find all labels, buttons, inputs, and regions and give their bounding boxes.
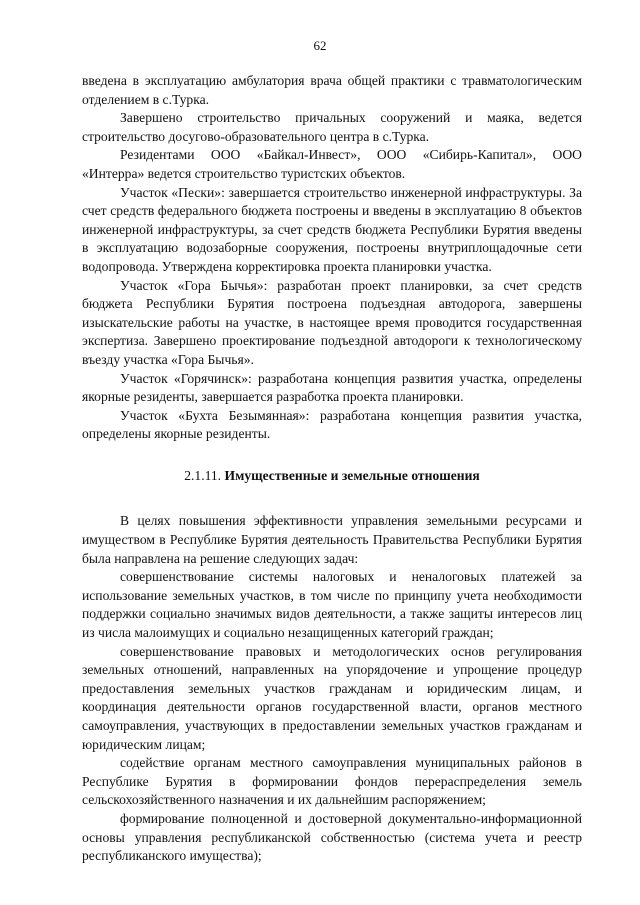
list-item: содействие органам местного самоуправления муниципальных районов в Республике Бурятия в формировании фондов перераспределения земель сельскохозяйственного назначения и их дальнейшим распоряжением; (82, 755, 582, 808)
section-title: Имущественные и земельные отношения (224, 467, 480, 483)
page-number: 62 (313, 38, 327, 53)
list-item: совершенствование правовых и методологических основ регулирования земельных отношений, направленных на упорядочение и упрощение процедур предоставления земельных участков гражданам и юридическим лицам, и координация деятельности органов государственной власти, органов местного самоуправления, участвующих в предоставлении земельных участков гражданам и юридическим лицам; (82, 643, 582, 752)
paragraph: Участок «Пески»: завершается строительство инженерной инфраструктуры. За счет средств федерального бюджета построены и введены в эксплуатацию 8 объектов инженерной инфраструктуры, за счет средств бюджета Республики Бурятия введены в эксплуатацию водозаборные сооружения, построены внутриплощадочные сети водопровода. Утверждена корректировка проекта планировки участка. (82, 184, 582, 274)
paragraph: Завершено строительство причальных сооружений и маяка, ведется строительство досугово-образовательного центра в с.Турка. (82, 110, 582, 144)
paragraph: Резидентами ООО «Байкал-Инвест», ООО «Сибирь-Капитал», ООО «Интерра» ведется строительство туристских объектов. (82, 147, 582, 181)
paragraph: Участок «Горячинск»: разработана концепция развития участка, определены якорные резиденты, завершается разработка проекта планировки. (82, 370, 582, 405)
list-item: формирование полноценной и достоверной документально-информационной основы управления республиканской собственностью (система учета и реестр республиканского имущества); (82, 810, 582, 864)
paragraph: В целях повышения эффективности управления земельными ресурсами и имуществом в Республике Бурятия деятельность Правительства Республики Бурятия была направлена на решение следующих задач: (82, 513, 582, 566)
paragraph: Участок «Гора Бычья»: разработан проект планировки, за счет средств бюджета Республики Бурятия построена подъездная автодорога, завершены изыскательские работы на участке, в настоящее время проводится государственная экспертиза. Завершено проектирование подъездной автодороги к технологическому въезду участка «Гора Бычья». (82, 277, 582, 367)
list-item: совершенствование системы налоговых и неналоговых платежей за использование земельных участков, в том числе по принципу учета необходимости поддержки социально значимых видов деятельности, а также защиты интересов лиц из числа малоимущих и социально незащищенных категорий граждан; (82, 569, 582, 641)
section-heading (82, 467, 582, 486)
paragraph: Участок «Бухта Безымянная»: разработана концепция развития участка, определены якорные резиденты. (82, 407, 582, 442)
paragraph: введена в эксплуатацию амбулатория врача общей практики с травматологическим отделением в с.Турка. (82, 73, 582, 107)
page-body (82, 72, 582, 866)
section-number: 2.1.11. (184, 467, 222, 483)
